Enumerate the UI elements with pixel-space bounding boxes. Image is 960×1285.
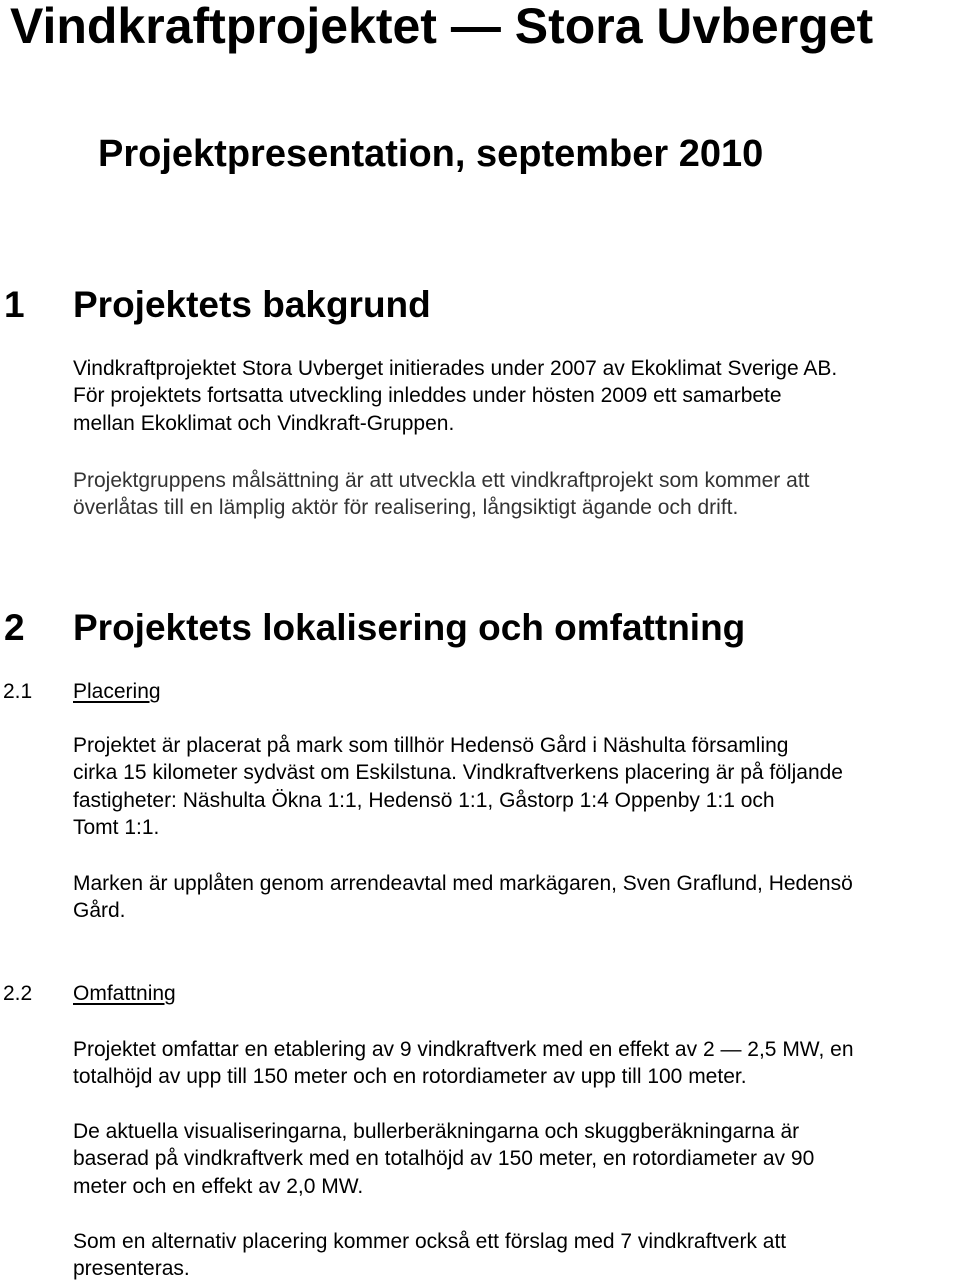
paragraph <box>73 732 960 842</box>
paragraph <box>73 1228 960 1283</box>
section-title: Projektets bakgrund <box>73 284 431 325</box>
text-line: Projektet omfattar en etablering av 9 vindkraftverk med en effekt av 2 — 2,5 MW, en <box>73 1038 854 1061</box>
text-line: Tomt 1:1. <box>73 816 160 840</box>
section-number: 1 <box>4 284 25 325</box>
text-line: mellan Ekoklimat och Vindkraft-Gruppen. <box>73 411 455 435</box>
paragraph <box>73 870 960 925</box>
text-line: överlåtas till en lämplig aktör för realisering, långsiktigt ägande och drift. <box>73 496 739 520</box>
text-line: Som en alternativ placering kommer också ett förslag med 7 vindkraftverk att <box>73 1230 787 1253</box>
section-number: 2 <box>4 607 25 648</box>
subsection-number: 2.2 <box>3 982 33 1005</box>
text-line: Marken är upplåten genom arrendeavtal med markägaren, Sven Graflund, Hedensö <box>73 872 853 895</box>
text-line: De aktuella visualiseringarna, bullerberäkningarna och skuggberäkningarna är <box>73 1120 800 1143</box>
paragraph <box>73 1036 960 1091</box>
paragraph <box>73 467 960 522</box>
document-subtitle: Projektpresentation, september 2010 <box>98 133 764 175</box>
text-line: baserad på vindkraftverk med en totalhöjd av 150 meter, en rotordiameter av 90 <box>73 1147 815 1171</box>
text-line: presenteras. <box>73 1257 190 1281</box>
text-line: Projektgruppens målsättning är att utveckla ett vindkraftprojekt som kommer att <box>73 469 810 492</box>
document-title: Vindkraftprojektet — Stora Uvberget <box>10 0 874 54</box>
paragraph <box>73 355 960 437</box>
text-line: För projektets fortsatta utveckling inleddes under hösten 2009 ett samarbete <box>73 384 782 408</box>
text-line: Projektet är placerat på mark som tillhör Hedensö Gård i Näshulta församling <box>73 734 789 757</box>
section-title: Projektets lokalisering och omfattning <box>73 607 746 648</box>
text-line: totalhöjd av upp till 150 meter och en rotordiameter av upp till 100 meter. <box>73 1065 747 1089</box>
paragraph <box>73 1118 960 1200</box>
subsection-title: Omfattning <box>73 982 176 1005</box>
text-line: meter och en effekt av 2,0 MW. <box>73 1174 364 1198</box>
text-line: Gård. <box>73 899 126 923</box>
subsection-title: Placering <box>73 680 161 703</box>
subsection-number: 2.1 <box>3 680 33 703</box>
text-line: cirka 15 kilometer sydväst om Eskilstuna. Vindkraftverkens placering är på följande <box>73 761 843 785</box>
text-line: fastigheter: Näshulta Ökna 1:1, Hedensö 1:1, Gåstorp 1:4 Oppenby 1:1 och <box>73 788 775 812</box>
text-line: Vindkraftprojektet Stora Uvberget initierades under 2007 av Ekoklimat Sverige AB. <box>73 357 838 380</box>
